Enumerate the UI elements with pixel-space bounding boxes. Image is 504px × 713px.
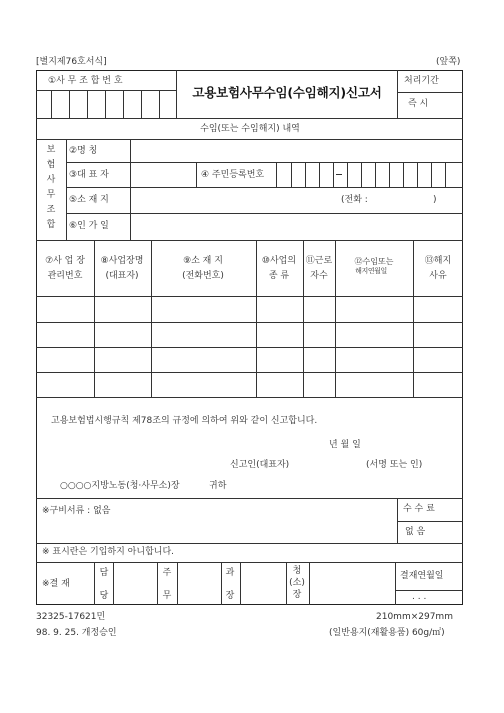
col-business-type-2: 종 류 (268, 271, 290, 281)
office-side-label-3: 사 (46, 175, 56, 185)
processing-period-value: 즉 시 (408, 99, 429, 109)
fee-value: 없 음 (405, 527, 426, 537)
col-business-number-1: ⑦사 업 장 (45, 256, 85, 266)
approval-label: ※결 재 (42, 579, 70, 589)
footer-approved: 98. 9. 25. 개정승인 (36, 628, 117, 638)
col-business-name-2: (대표자) (105, 271, 139, 281)
office-side-label-2: 험 (46, 160, 56, 170)
col-reason-1: ⑬해지 (424, 256, 452, 266)
col-workers-1: ⑪근로 (305, 256, 333, 266)
processing-period-label: 처리기간 (404, 76, 439, 86)
approval-gwa-1: 과 (225, 568, 235, 578)
form-number: [별지제76호서식] (36, 57, 107, 67)
office-side-label-5: 조 (46, 205, 56, 215)
approval-ju-2: 무 (162, 591, 172, 601)
footer-code: 32325-17621민 (36, 612, 106, 622)
form-frame (36, 70, 463, 605)
col-location-1: ⑨소 재 지 (183, 256, 223, 266)
representative-label: ③대 표 자 (69, 170, 109, 180)
statement-text: 고용보험법시행규칙 제78조의 규정에 의하여 위와 같이 신고합니다. (51, 416, 318, 426)
footer-size: 210mm×297mm (376, 612, 453, 622)
office-number-label: ①사 무 조 합 번 호 (48, 76, 123, 86)
approval-gwa-2: 장 (225, 591, 235, 601)
applicant-label: 신고인(대표자) (230, 460, 290, 470)
approval-cheong-3: 장 (292, 590, 302, 600)
footer-paper: (일반용지(재활용품) 60g/㎡) (329, 628, 445, 638)
office-side-label-4: 무 (46, 190, 56, 200)
col-workers-2: 자수 (310, 271, 328, 281)
approval-cheong-1: 청 (292, 566, 302, 576)
honorific: 귀하 (209, 481, 227, 491)
col-business-type-1: ⑩사업의 (261, 256, 297, 266)
office-side-label-6: 합 (46, 220, 56, 230)
front-side-label: (앞쪽) (436, 57, 461, 67)
fee-label: 수 수 료 (403, 504, 435, 514)
form-title: 고용보험사무수임(수임해지)신고서 (192, 85, 382, 100)
name-label: ②명 칭 (69, 146, 98, 156)
signature-label: (서명 또는 인) (366, 460, 423, 470)
addressee: ○○○○지방노동(청·사무소)장 (60, 481, 180, 491)
attachments-label: ※구비서류 : 없음 (42, 506, 111, 516)
section-caption: 수임(또는 수임해지) 내역 (200, 124, 300, 134)
date-line: 년 월 일 (329, 440, 361, 450)
col-business-name-1: ⑧사업장명 (100, 256, 144, 266)
approval-dam-2: 당 (99, 591, 109, 601)
approval-date-label: ⑥인 가 일 (69, 221, 109, 231)
approval-dam-1: 담 (99, 568, 109, 578)
col-date-1: ⑫수임또는 (354, 257, 394, 266)
note: ※ 표시란은 기입하지 아니합니다. (42, 547, 175, 557)
approval-cheong-2: (소) (289, 578, 305, 588)
col-date-2: 해지연월일 (355, 267, 387, 275)
approval-date-value: . . . (412, 592, 427, 602)
phone-close: ) (433, 195, 437, 205)
approval-ju-1: 주 (162, 568, 172, 578)
address-label: ⑤소 재 지 (69, 195, 109, 205)
col-reason-2: 사유 (429, 271, 447, 281)
rrn-label: ④ 주민등록번호 (201, 170, 265, 180)
col-location-2: (전화번호) (182, 271, 224, 281)
approval-date-label-box: 결재연월일 (400, 571, 444, 581)
phone-label: (전화 : (341, 195, 368, 205)
col-business-number-2: 관리번호 (47, 271, 83, 281)
office-side-label-1: 보 (46, 145, 56, 155)
